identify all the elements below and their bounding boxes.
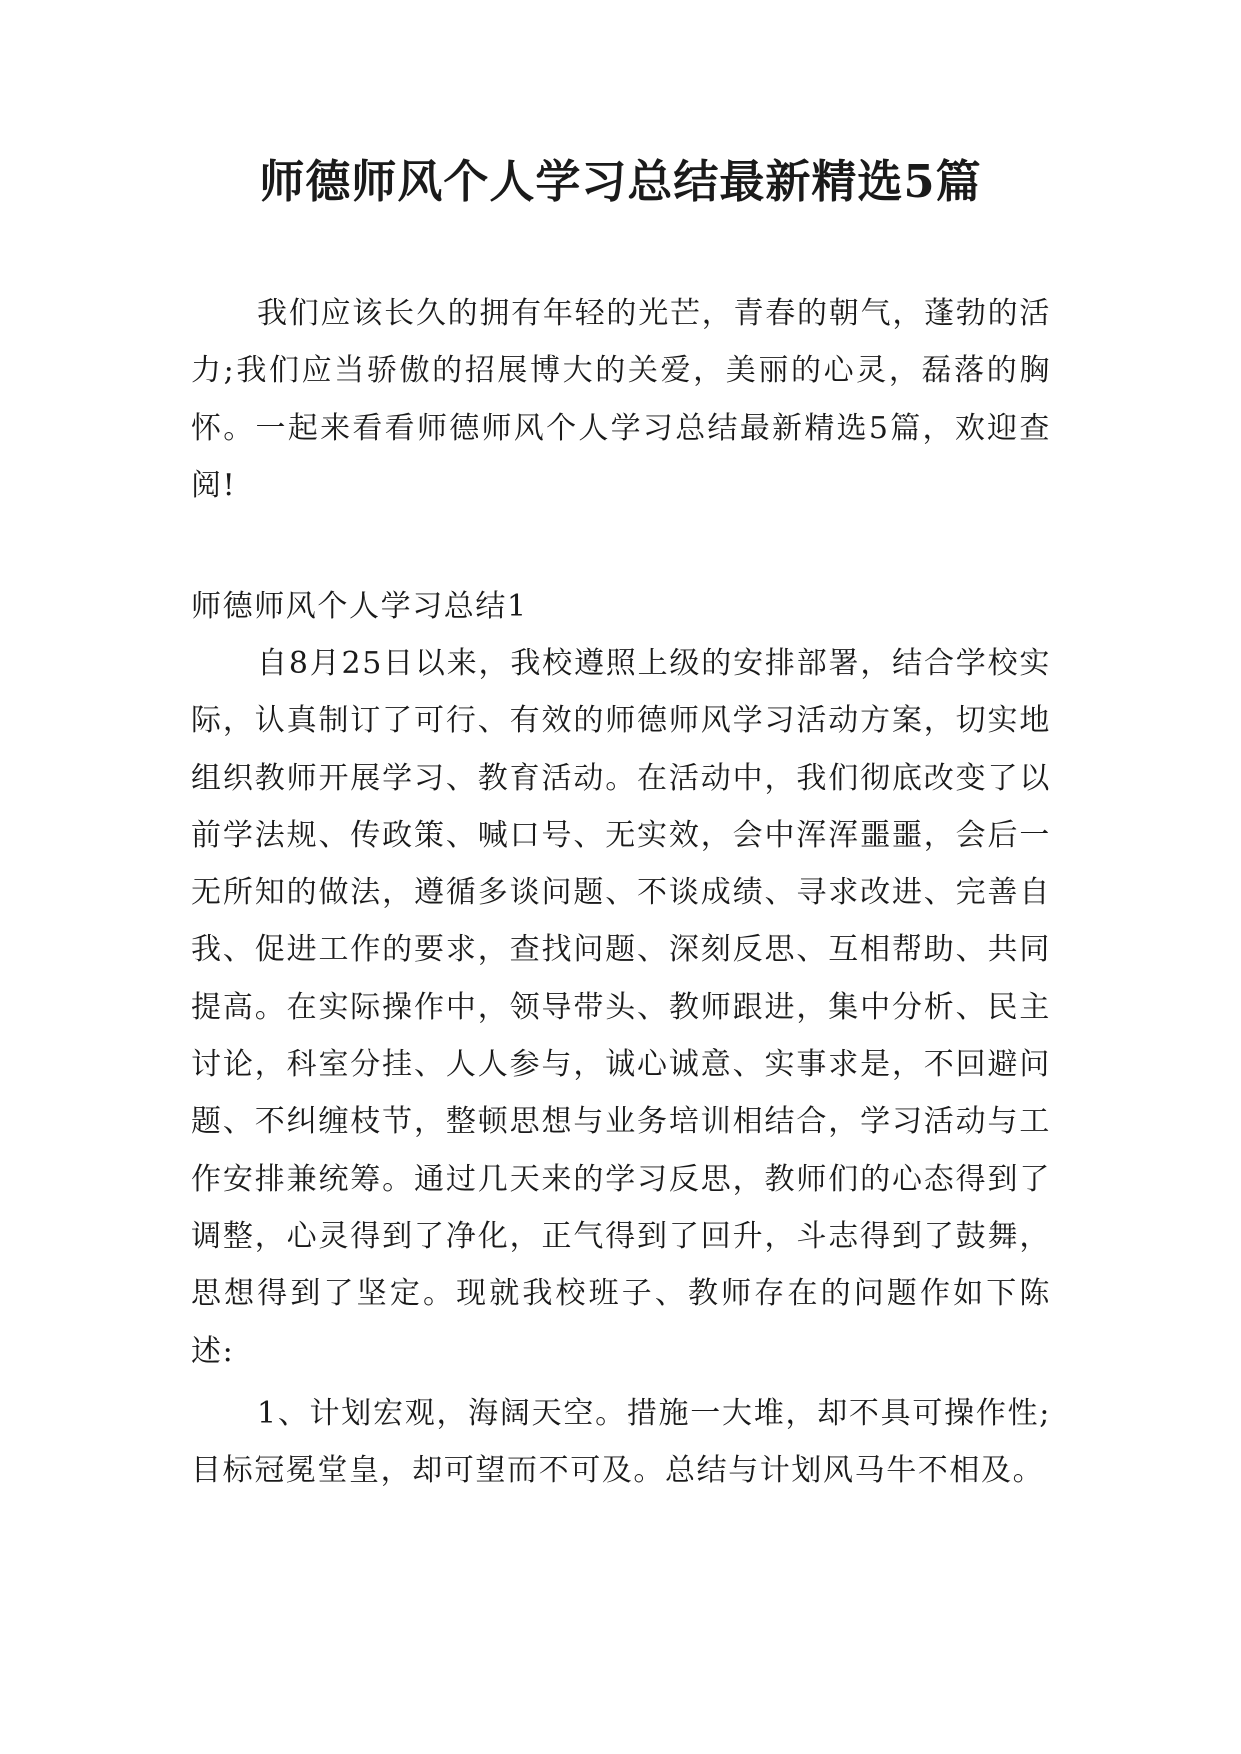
intro-paragraph: 我们应该长久的拥有年轻的光芒，青春的朝气，蓬勃的活力;我们应当骄傲的招展博大的关爱，美丽的心灵，磊落的胸怀。一起来看看师德师风个人学习总结最新精选5篇，欢迎查阅! [191,296,1051,503]
document-title: 师德师风个人学习总结最新精选5篇 [259,155,982,208]
section-heading: 师德师风个人学习总结1 [191,589,528,624]
body-paragraph-1: 自8月25日以来，我校遵照上级的安排部署，结合学校实际，认真制订了可行、有效的师德师风学习活动方案，切实地组织教师开展学习、教育活动。在活动中，我们彻底改变了以前学法规、传政策、喊口号、无实效，会中浑浑噩噩，会后一无所知的做法，遵循多谈问题、不谈成绩、寻求改进、完善自我、促进工作的要求，查找问题、深刻反思、互相帮助、共同提高。在实际操作中，领导带头、教师跟进，集中分析、民主讨论，科室分挂、人人参与，诚心诚意、实事求是，不回避问题、不纠缠枝节，整顿思想与业务培训相结合，学习活动与工作安排兼统筹。通过几天来的学习反思，教师们的心态得到了调整，心灵得到了净化，正气得到了回升，斗志得到了鼓舞，思想得到了坚定。现就我校班子、教师存在的问题作如下陈述: [191,646,1051,1369]
body-paragraph-2: 1、计划宏观，海阔天空。措施一大堆，却不具可操作性;目标冠冕堂皇，却可望而不可及。总结与计划风马牛不相及。 [191,1396,1051,1489]
